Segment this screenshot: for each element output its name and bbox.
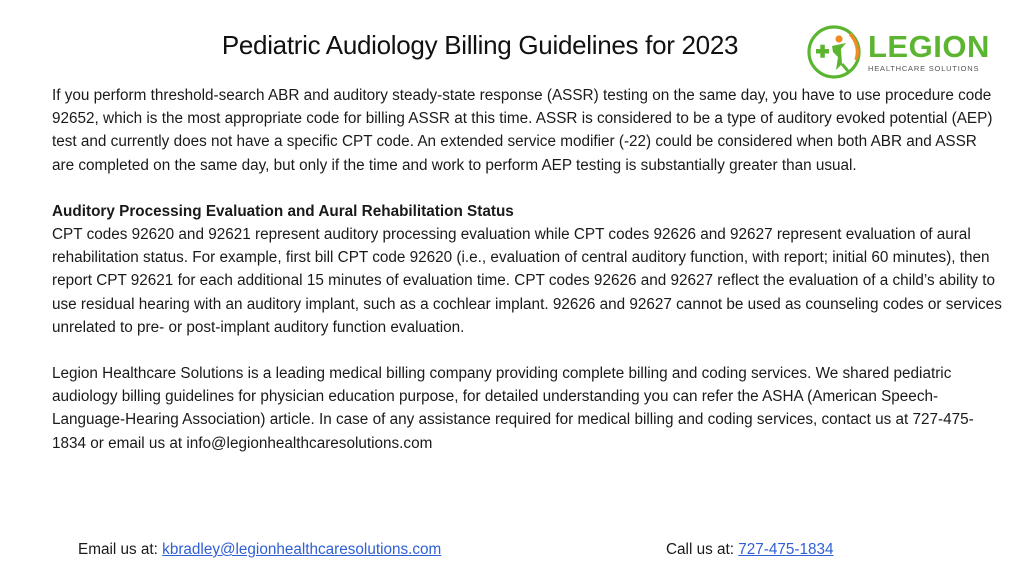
logo-tagline: HEALTHCARE SOLUTIONS (868, 64, 980, 74)
footer-phone (666, 539, 834, 561)
logo-wordmark: LEGION (868, 29, 990, 65)
section-heading: Auditory Processing Evaluation and Aural Rehabilitation Status (52, 202, 514, 220)
plus-person-icon (806, 24, 862, 80)
phone-link[interactable]: 727-475-1834 (738, 541, 834, 558)
page-title: Pediatric Audiology Billing Guidelines for 2023 (221, 30, 739, 60)
footer-email (78, 539, 441, 561)
email-link[interactable]: kbradley@legionhealthcaresolutions.com (162, 541, 442, 558)
paragraph-assr: If you perform threshold-search ABR and auditory steady-state response (ASSR) testing on the same day, you have to use procedure code 92652, which is the most appropriate code for billing ASSR at this time. ASSR is considered to be a type of auditory evoked potential (AEP) test and currently does not have a specific CPT code. An extended service modifier (-22) could be considered when both ABR and ASSR are completed on the same day, but only if the time and work to perform AEP testing is substantially greater than usual. (52, 87, 993, 174)
body-content (52, 84, 1002, 455)
paragraph-company: Legion Healthcare Solutions is a leading medical billing company providing complete billing and coding services. We shared pediatric audiology billing guidelines for physician education purpose, for detailed understanding you can refer the ASHA (American Speech-Language-Hearing Association) article. In case of any assistance required for medical billing and coding services, contact us at 727-475-1834 or email us at info@legionhealthcaresolutions.com (52, 365, 974, 452)
paragraph-auditory-processing: CPT codes 92620 and 92621 represent auditory processing evaluation while CPT codes 92626 and 92627 represent evaluation of aural rehabilitation status. For example, first bill CPT code 92620 (i.e., evaluation of central auditory function, with report; initial 60 minutes), then report CPT 92621 for each additional 15 minutes of evaluation time. CPT codes 92626 and 92627 reflect the evaluation of a child’s ability to use residual hearing with an auditory implant, such as a cochlear implant. 92626 and 92627 cannot be used as counseling codes or services unrelated to pre- or post-implant auditory function evaluation. (52, 226, 1002, 336)
legion-logo (806, 22, 990, 82)
call-label: Call us at: (666, 541, 739, 558)
email-label: Email us at: (78, 541, 163, 558)
